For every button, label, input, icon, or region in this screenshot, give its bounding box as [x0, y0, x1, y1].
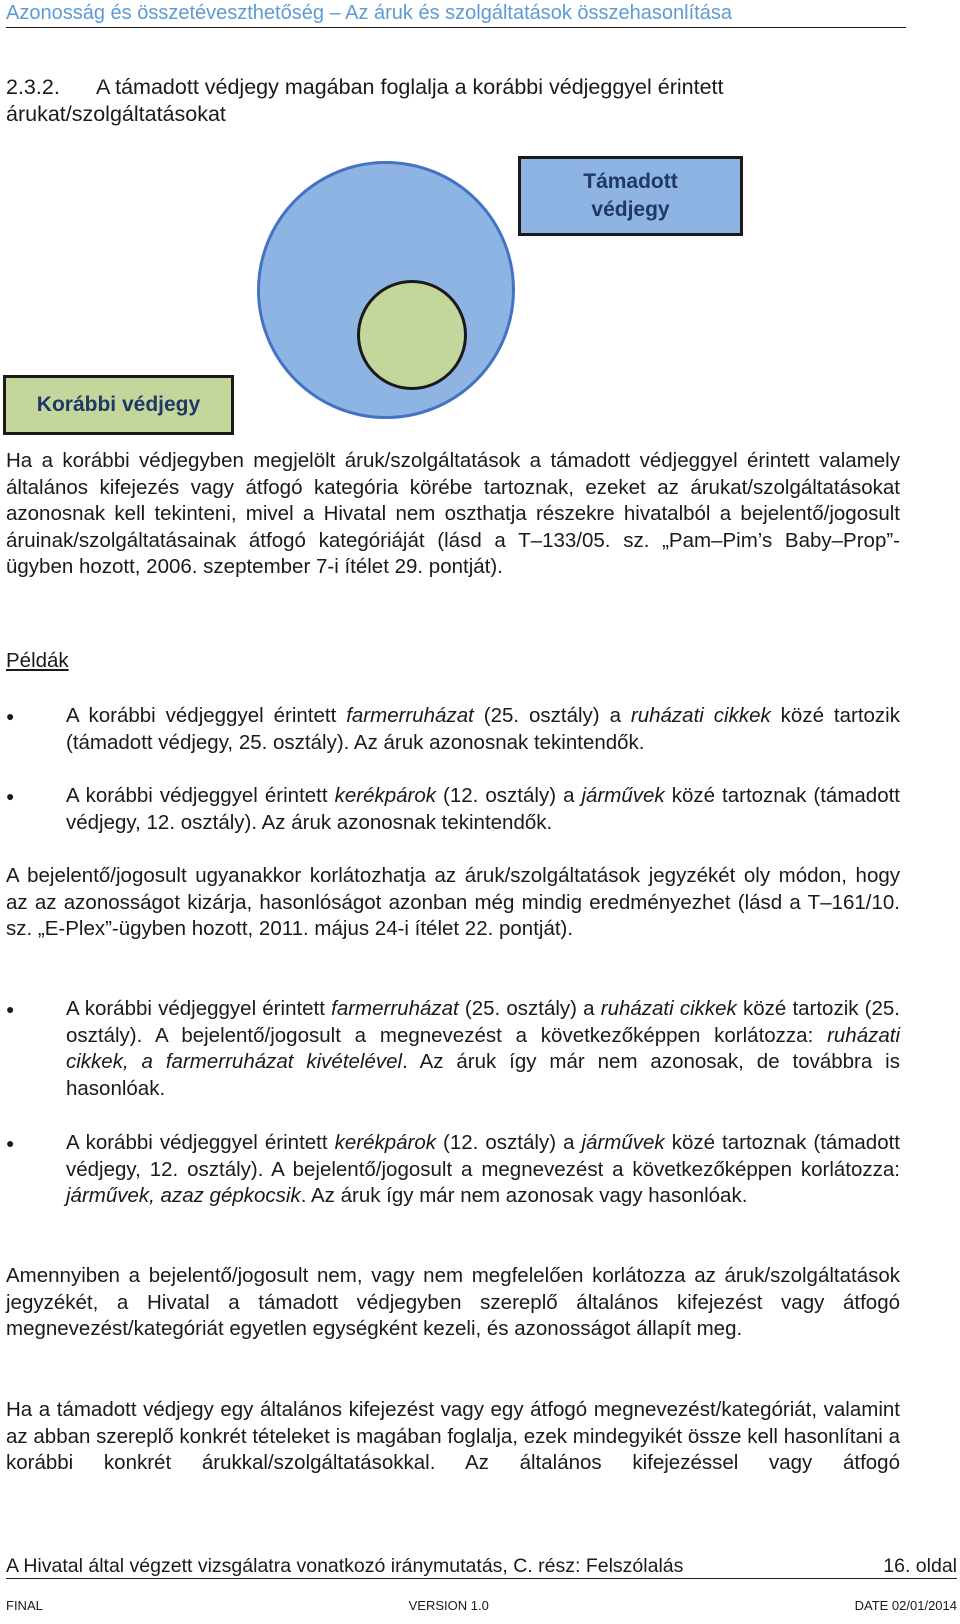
bullet-icon: ●	[6, 788, 15, 804]
paragraph-1: Ha a korábbi védjegyben megjelölt áruk/szolgáltatások a támadott védjeggyel érintett valamely általános kifejezés vagy átfogó kategória körébe tartoznak, ezeket az árukat/szolgáltatásokat azonosnak kell tekinteni, mivel a Hivatal nem oszthatja részekre hivatalból a bejelentő/jogosult áruinak/szolgáltatásainak átfogó kategóriáját (lásd a T–133/05. sz. „Pam–Pim’s Baby–Prop”-ügyben hozott, 2006. szeptember 7-i ítélet 29. pontját).	[6, 449, 900, 578]
bullet-icon: ●	[6, 708, 15, 724]
bullet-icon: ●	[6, 1001, 15, 1017]
attacked-mark-label: Támadott védjegy	[518, 156, 743, 236]
paragraph-3: Amennyiben a bejelentő/jogosult nem, vagy nem megfelelően korlátozza az áruk/szolgáltatások jegyzékét, a Hivatal a támadott védjegyben szereplő általános kifejezést vagy átfogó megnevezést/kategóriát egyetlen egységként kezeli, és azonosságot állapít meg.	[6, 1264, 900, 1340]
list-item: ● A korábbi védjeggyel érintett farmerruházat (25. osztály) a ruházati cikkek közé tartozik (25. osztály). A bejelentő/jogosult a megnevezést a következőképpen korlátozza: ruházati cikkek, a farmerruházat kivételével. Az áruk így már nem azonosak, de továbbra is hasonlóak.	[6, 997, 901, 1100]
earlier-mark-label: Korábbi védjegy	[3, 375, 234, 435]
list-item: ● A korábbi védjeggyel érintett kerékpárok (12. osztály) a járművek közé tartoznak (támadott védjegy, 12. osztály). A bejelentő/jogosult a megnevezést a következőképpen korlátozza: járművek, azaz gépkocsik. Az áruk így már nem azonosak vagy hasonlóak.	[6, 1131, 900, 1207]
paragraph-2: A bejelentő/jogosult ugyanakkor korlátozhatja az áruk/szolgáltatások jegyzékét oly módon, hogy az az azonosságot kizárja, hasonlóságot azonban még mindig eredményezhet (lásd a T–161/10. sz. „E-Plex”-ügyben hozott, 2011. május 24-i ítélet 22. pontját).	[6, 864, 900, 940]
running-header: Azonosság és összetéveszthetőség – Az áruk és szolgáltatások összehasonlítása	[6, 0, 906, 28]
footer-meta-row	[6, 1597, 957, 1615]
list-item: ● A korábbi védjeggyel érintett kerékpárok (12. osztály) a járművek közé tartoznak (támadott védjegy, 12. osztály). Az áruk azonosnak tekintendők.	[6, 784, 900, 834]
section-heading	[6, 74, 900, 128]
footer-title: A Hivatal által végzett vizsgálatra vonatkozó iránymutatás, C. rész: Felszólalás	[6, 1555, 684, 1577]
list-item: ● A korábbi védjeggyel érintett farmerruházat (25. osztály) a ruházati cikkek közé tartozik (támadott védjegy, 25. osztály). Az áruk azonosnak tekintendők.	[6, 704, 900, 754]
footer-version: VERSION 1.0	[408, 1598, 489, 1613]
bullet-icon: ●	[6, 1135, 15, 1151]
footer-status: FINAL	[6, 1598, 43, 1613]
section-number: 2.3.2.	[6, 75, 60, 99]
footer-date: DATE 02/01/2014	[854, 1598, 957, 1613]
page-number: 16. oldal	[883, 1555, 957, 1577]
paragraph-4: Ha a támadott védjegy egy általános kifejezést vagy egy átfogó megnevezést/kategóriát, valamint az abban szereplő konkrét tételeket is magában foglalja, ezek mindegyikét össze kell hasonlítani a korábbi konkrét árukkal/szolgáltatásokkal. Az általános kifejezéssel vagy átfogó	[6, 1398, 900, 1474]
examples-label: Példák	[6, 649, 69, 672]
earlier-mark-circle	[357, 280, 467, 390]
venn-diagram	[0, 150, 960, 450]
section-title: A támadott védjegy magában foglalja a korábbi védjeggyel érintett árukat/szolgáltatásokat	[6, 75, 724, 126]
footer-title-row	[6, 1554, 957, 1579]
